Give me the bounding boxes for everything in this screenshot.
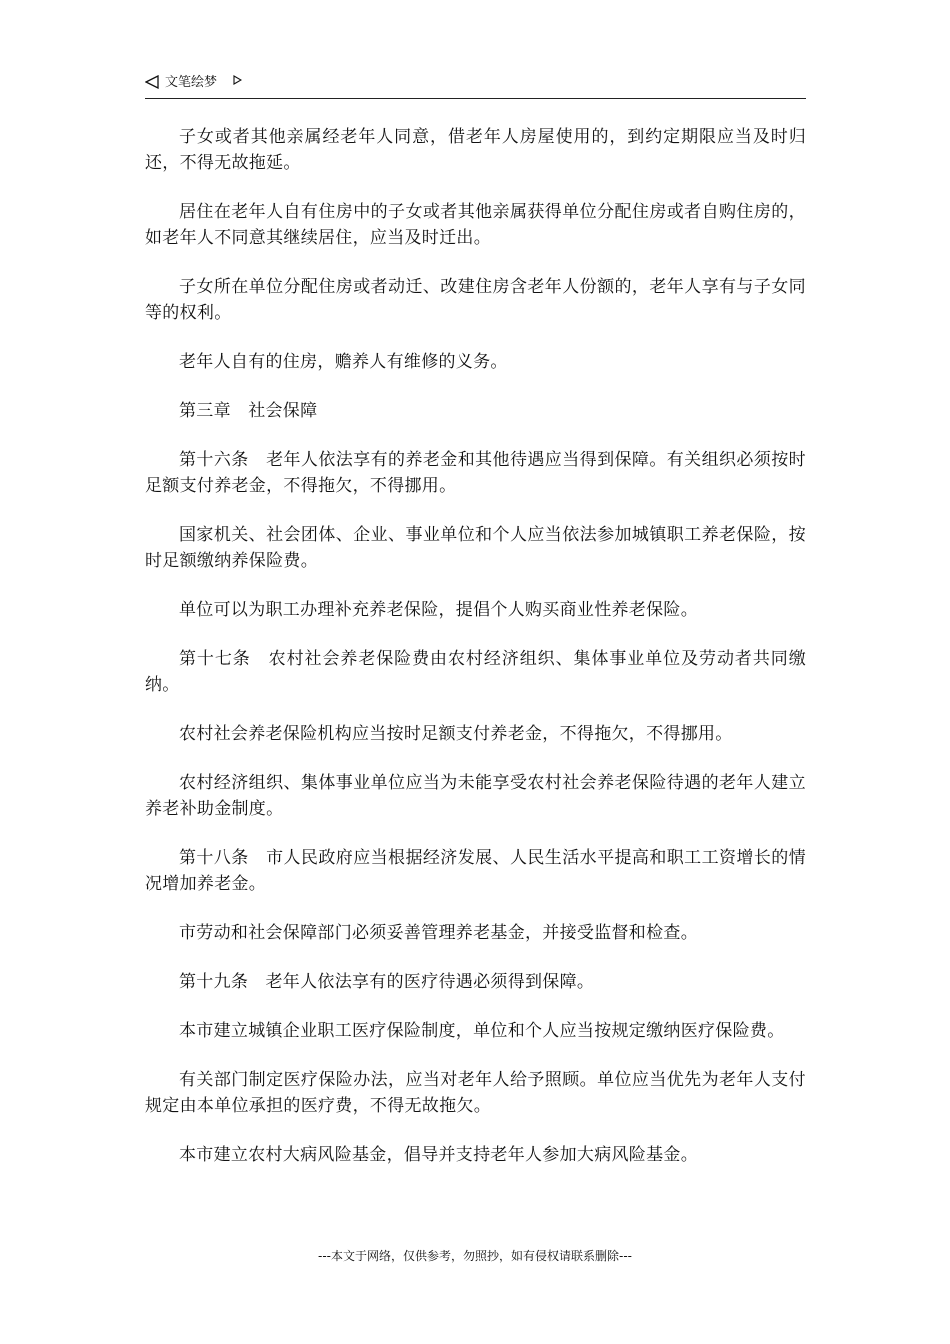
chapter-heading: 第三章 社会保障 — [179, 401, 318, 421]
triangle-left-outline-icon — [145, 75, 159, 89]
paragraph: 子女所在单位分配住房或者动迁、改建住房含老年人份额的，老年人享有与子女同等的权利。 — [145, 277, 806, 323]
page-header — [145, 72, 806, 99]
paragraph: 老年人自有的住房，赡养人有维修的义务。 — [179, 352, 508, 372]
paragraph: 农村社会养老保险机构应当按时足额支付养老金，不得拖欠，不得挪用。 — [179, 724, 733, 744]
header-title: 文笔绘梦 — [165, 75, 218, 90]
paragraph: 农村经济组织、集体事业单位应当为未能享受农村社会养老保险待遇的老年人建立养老补助金制度。 — [145, 773, 806, 819]
paragraph: 本市建立农村大病风险基金，倡导并支持老年人参加大病风险基金。 — [179, 1145, 698, 1165]
article-paragraph: 第十九条 老年人依法享有的医疗待遇必须得到保障。 — [179, 972, 595, 992]
article-paragraph: 第十八条 市人民政府应当根据经济发展、人民生活水平提高和职工工资增长的情况增加养老金。 — [145, 848, 806, 894]
article-paragraph: 第十六条 老年人依法享有的养老金和其他待遇应当得到保障。有关组织必须按时足额支付养老金，不得拖欠，不得挪用。 — [145, 450, 806, 496]
triangle-right-outline-icon — [233, 75, 242, 85]
paragraph: 居住在老年人自有住房中的子女或者其他亲属获得单位分配住房或者自购住房的，如老年人不同意其继续居住，应当及时迁出。 — [145, 202, 806, 248]
article-paragraph: 第十七条 农村社会养老保险费由农村经济组织、集体事业单位及劳动者共同缴纳。 — [145, 649, 806, 695]
paragraph: 本市建立城镇企业职工医疗保险制度，单位和个人应当按规定缴纳医疗保险费。 — [179, 1021, 785, 1041]
paragraph: 市劳动和社会保障部门必须妥善管理养老基金，并接受监督和检查。 — [179, 923, 698, 943]
paragraph: 单位可以为职工办理补充养老保险，提倡个人购买商业性养老保险。 — [179, 600, 698, 620]
document-body — [145, 124, 806, 1191]
paragraph: 子女或者其他亲属经老年人同意，借老年人房屋使用的，到约定期限应当及时归还，不得无故拖延。 — [145, 127, 806, 173]
paragraph: 有关部门制定医疗保险办法，应当对老年人给予照顾。单位应当优先为老年人支付规定由本单位承担的医疗费，不得无故拖欠。 — [145, 1070, 806, 1116]
footer-disclaimer: ---本文于网络，仅供参考，勿照抄，如有侵权请联系删除--- — [318, 1249, 632, 1263]
paragraph: 国家机关、社会团体、企业、事业单位和个人应当依法参加城镇职工养老保险，按时足额缴纳养保险费。 — [145, 525, 806, 571]
